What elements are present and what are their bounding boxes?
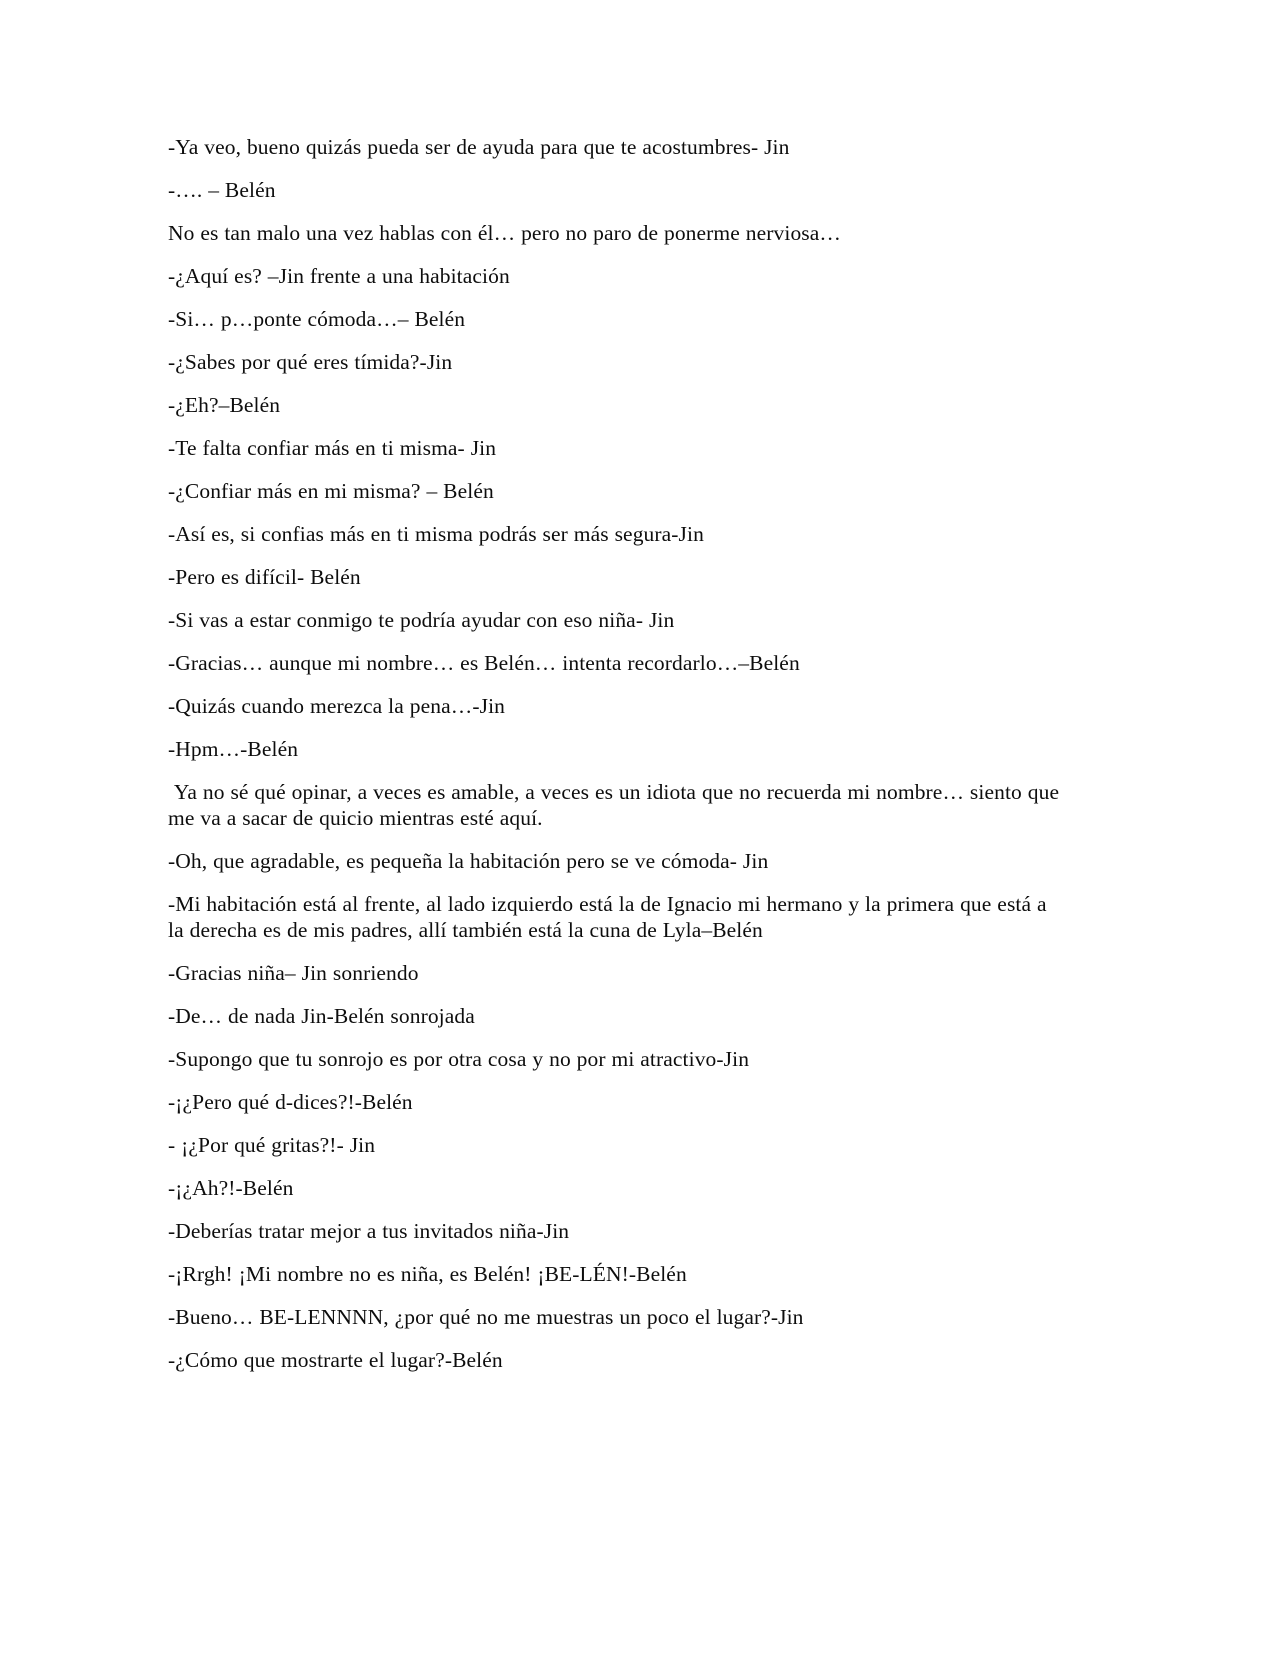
dialogue-line: -…. – Belén [168,178,276,202]
dialogue-line: -Bueno… BE-LENNNN, ¿por qué no me muestras un poco el lugar?-Jin [168,1305,804,1329]
dialogue-line: -De… de nada Jin-Belén sonrojada [168,1004,475,1028]
narration-paragraph: No es tan malo una vez hablas con él… pero no paro de ponerme nerviosa… [168,221,842,245]
dialogue-line: -Gracias niña– Jin sonriendo [168,961,419,985]
dialogue-line: -Ya veo, bueno quizás pueda ser de ayuda para que te acostumbres- Jin [168,135,790,159]
dialogue-line: -Hpm…-Belén [168,737,299,761]
document-text-body [168,134,1068,1373]
dialogue-line: -Así es, si confias más en ti misma podrás ser más segura-Jin [168,522,704,546]
dialogue-line: -Deberías tratar mejor a tus invitados niña-Jin [168,1219,570,1243]
dialogue-line: -¿Sabes por qué eres tímida?-Jin [168,350,453,374]
narration-paragraph: Ya no sé qué opinar, a veces es amable, a veces es un idiota que no recuerda mi nombre… siento que me va a sacar de quicio mientras esté aquí. [168,780,1065,830]
dialogue-line: -Pero es difícil- Belén [168,565,361,589]
dialogue-line: -¡Rrgh! ¡Mi nombre no es niña, es Belén! ¡BE-LÉN!-Belén [168,1262,687,1286]
dialogue-line: -¿Aquí es? –Jin frente a una habitación [168,264,510,288]
dialogue-line: - ¡¿Por qué gritas?!- Jin [168,1133,376,1157]
dialogue-line: -¿Eh?–Belén [168,393,281,417]
narration-paragraph: -Mi habitación está al frente, al lado izquierdo está la de Ignacio mi hermano y la primera que está a la derecha es de mis padres, allí también está la cuna de Lyla–Belén [168,892,1053,942]
dialogue-line: -¡¿Pero qué d-dices?!-Belén [168,1090,413,1114]
dialogue-line: -¿Cómo que mostrarte el lugar?-Belén [168,1348,503,1372]
dialogue-line: -¿Confiar más en mi misma? – Belén [168,479,494,503]
dialogue-line: -Oh, que agradable, es pequeña la habitación pero se ve cómoda- Jin [168,849,769,873]
dialogue-line: -Si vas a estar conmigo te podría ayudar con eso niña- Jin [168,608,675,632]
dialogue-line: -Te falta confiar más en ti misma- Jin [168,436,497,460]
dialogue-line: -Quizás cuando merezca la pena…-Jin [168,694,505,718]
dialogue-line: -¡¿Ah?!-Belén [168,1176,294,1200]
dialogue-line: -Si… p…ponte cómoda…– Belén [168,307,466,331]
dialogue-line: -Supongo que tu sonrojo es por otra cosa y no por mi atractivo-Jin [168,1047,750,1071]
dialogue-line: -Gracias… aunque mi nombre… es Belén… intenta recordarlo…–Belén [168,651,800,675]
